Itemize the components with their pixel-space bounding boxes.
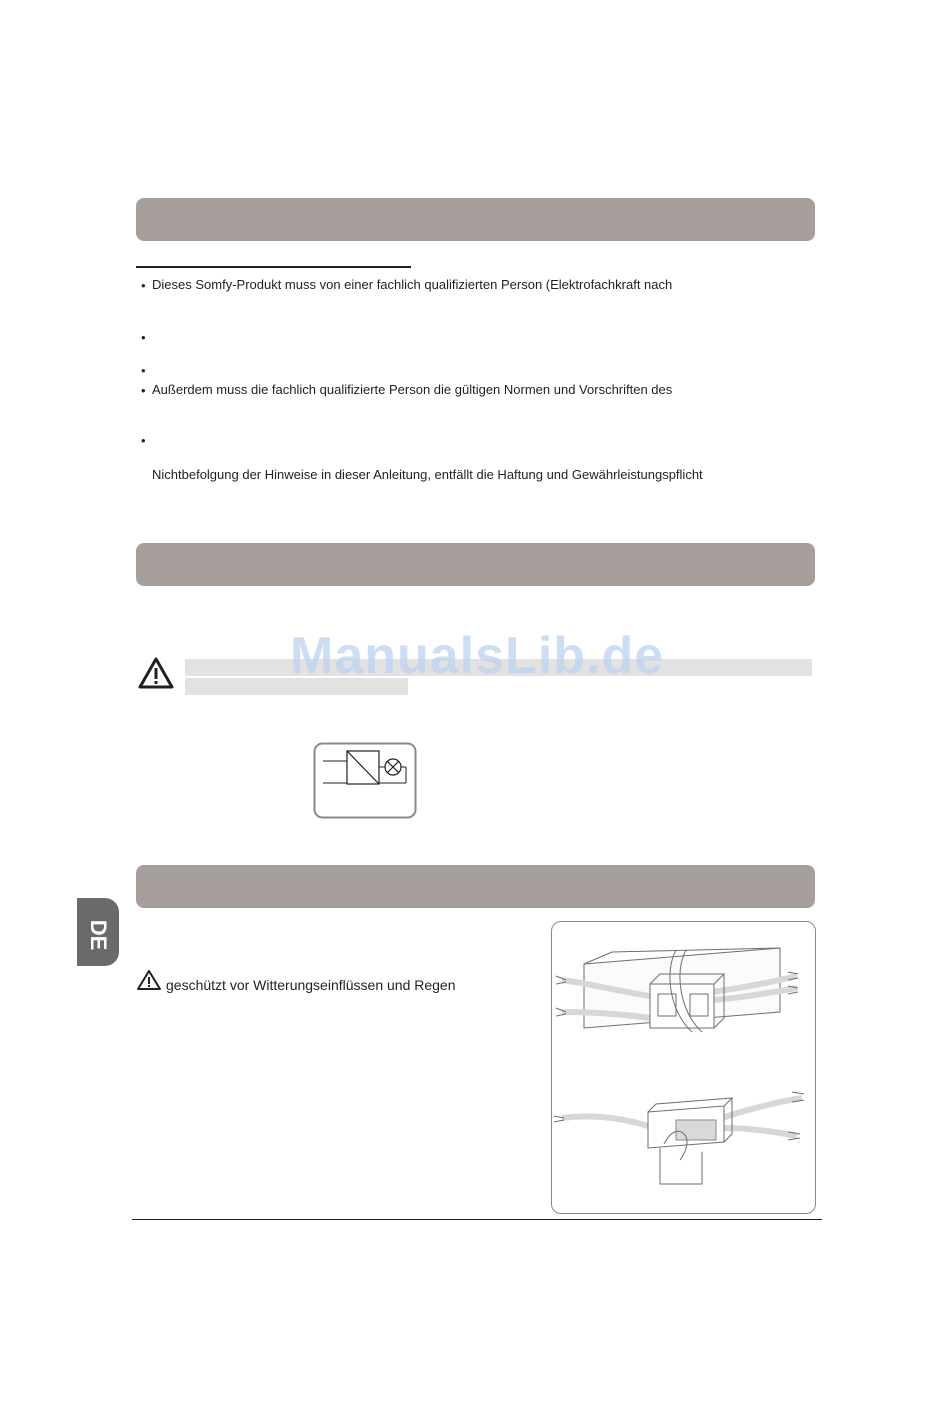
- bullet-4-text: Außerdem muss die fachlich qualifizierte Person die gültigen Normen und Vorschriften des: [152, 382, 673, 397]
- liability-paragraph: Nichtbefolgung der Hinweise in dieser Anleitung, entfällt die Haftung und Gewährleistungspflicht: [152, 467, 703, 482]
- installation-illustration: [552, 922, 815, 1213]
- bullet-1-marker: •: [141, 278, 146, 293]
- bullet-4-marker: •: [141, 383, 146, 398]
- subheading-underline: [136, 266, 411, 268]
- warning-small-icon: [136, 969, 162, 991]
- watermark: ManualsLib.de: [290, 627, 665, 685]
- bullet-2-marker: •: [141, 330, 146, 345]
- bullet-5-marker: •: [141, 433, 146, 448]
- footer-rule: [132, 1219, 822, 1220]
- bullet-1-text: Dieses Somfy-Produkt muss von einer fachlich qualifizierten Person (Elektrofachkraft nach: [152, 277, 673, 292]
- language-tab: [77, 898, 119, 966]
- transformer-lamp-symbol: [313, 742, 417, 819]
- section-header-band-1: [136, 198, 815, 241]
- bullet-3-marker: •: [141, 363, 146, 378]
- section-header-band-2: [136, 543, 815, 586]
- installation-illustration-frame: [551, 921, 816, 1214]
- section-header-band-3: [136, 865, 815, 908]
- weather-protection-text: geschützt vor Witterungseinflüssen und Regen: [166, 977, 456, 993]
- warning-triangle-icon: [137, 656, 175, 690]
- language-tab-label: DE: [86, 919, 111, 951]
